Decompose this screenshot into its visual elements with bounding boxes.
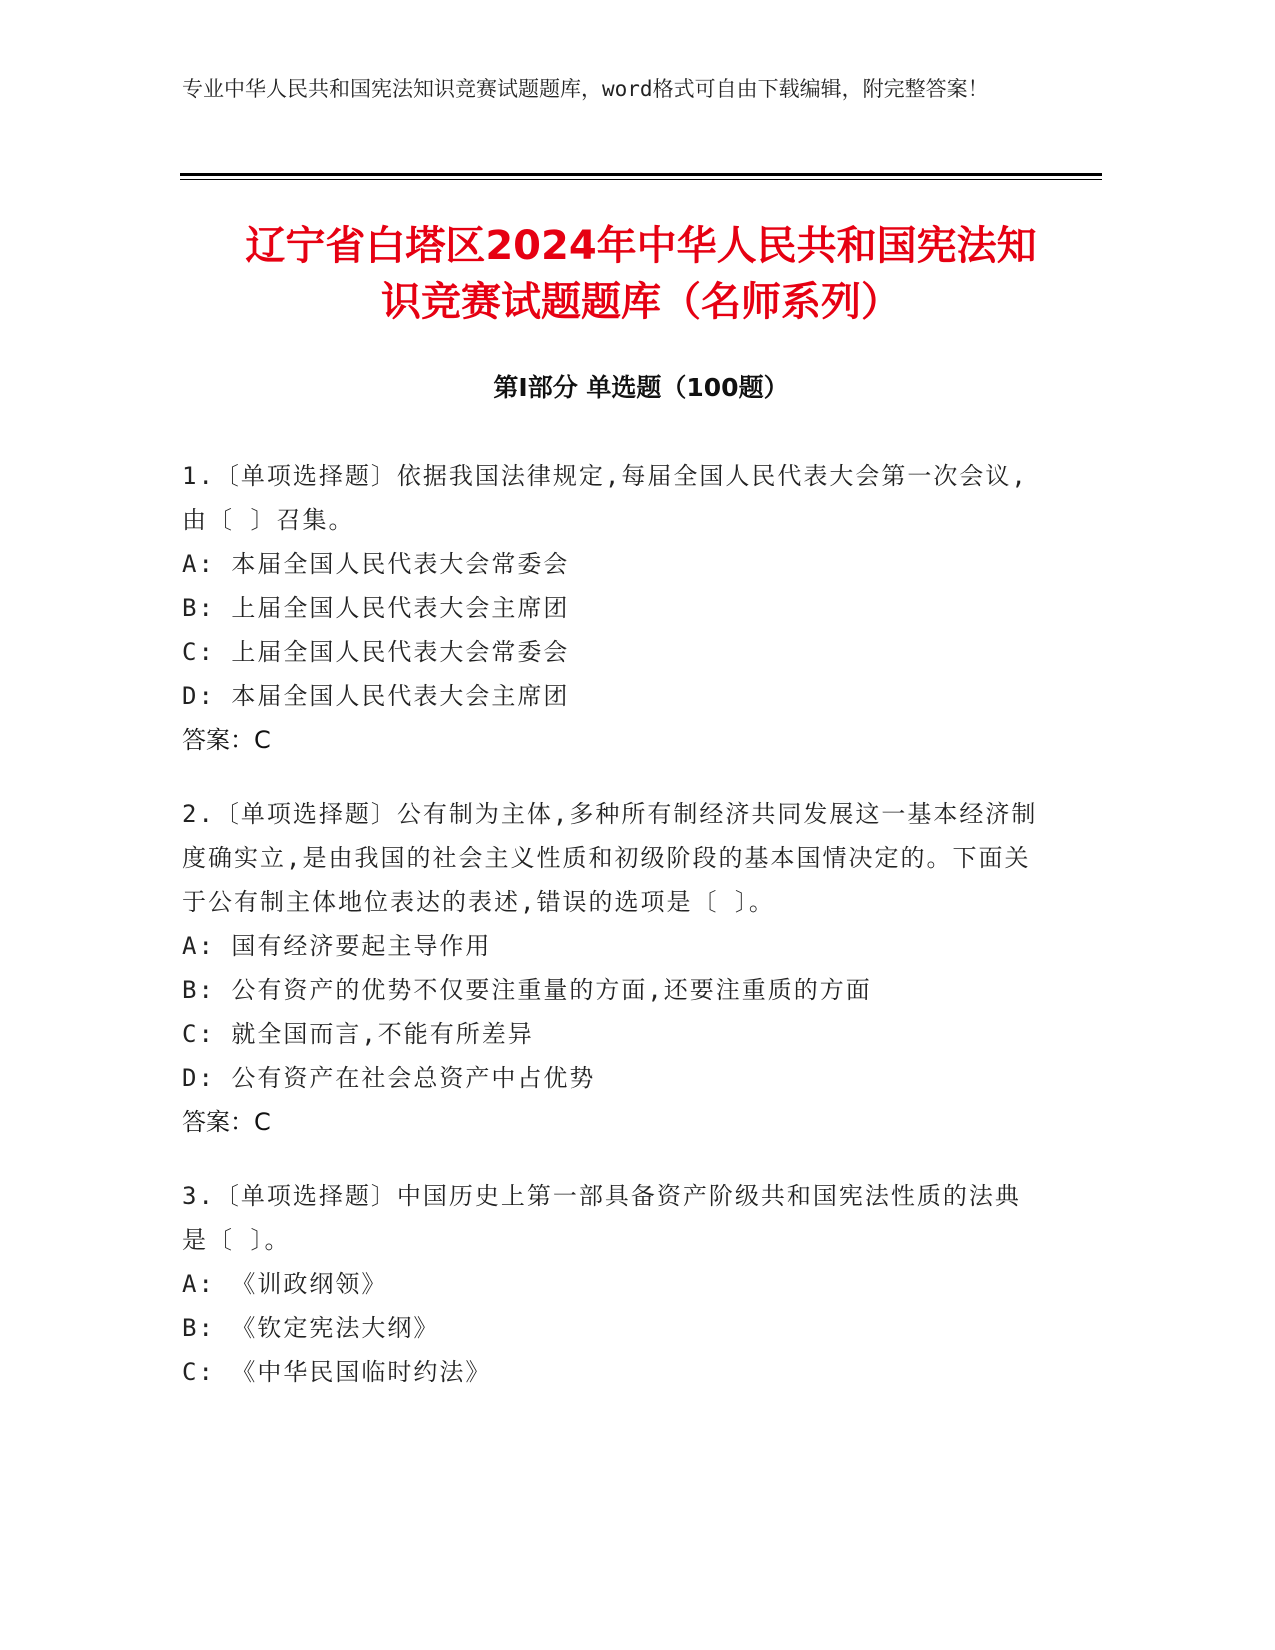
option-c: C: 《中华民国临时约法》 [182, 1358, 492, 1386]
section-title: 第Ⅰ部分 单选题（100题） [493, 373, 789, 402]
option-b: B: 公有资产的优势不仅要注重量的方面,还要注重质的方面 [182, 976, 872, 1004]
question-stem: 1.〔单项选择题〕依据我国法律规定,每届全国人民代表大会第一次会议,由〔 〕召集。 [182, 462, 1028, 534]
header-divider-thin [180, 179, 1102, 180]
document-title-line-1: 辽宁省白塔区2024年中华人民共和国宪法知 [245, 223, 1037, 269]
option-a: A: 国有经济要起主导作用 [182, 932, 492, 960]
document-title [180, 218, 1102, 330]
question-stem: 2.〔单项选择题〕公有制为主体,多种所有制经济共同发展这一基本经济制度确实立,是由我国的社会主义性质和初级阶段的基本国情决定的。下面关于公有制主体地位表达的表述,错误的选项是〔 〕。 [182, 800, 1038, 916]
header-divider-thick [180, 173, 1102, 176]
question-2 [182, 792, 1042, 1144]
question-3 [182, 1174, 1042, 1394]
option-b: B: 上届全国人民代表大会主席团 [182, 594, 570, 622]
option-d: D: 本届全国人民代表大会主席团 [182, 682, 570, 710]
question-list [182, 454, 1042, 1424]
option-b: B: 《钦定宪法大纲》 [182, 1314, 440, 1342]
option-a: A: 本届全国人民代表大会常委会 [182, 550, 570, 578]
answer: 答案：C [182, 726, 271, 754]
question-stem: 3.〔单项选择题〕中国历史上第一部具备资产阶级共和国宪法性质的法典是〔 〕。 [182, 1182, 1021, 1254]
question-1 [182, 454, 1042, 762]
option-a: A: 《训政纲领》 [182, 1270, 388, 1298]
document-title-line-2: 识竞赛试题题库（名师系列） [381, 279, 901, 325]
option-d: D: 公有资产在社会总资产中占优势 [182, 1064, 596, 1092]
option-c: C: 就全国而言,不能有所差异 [182, 1020, 534, 1048]
option-c: C: 上届全国人民代表大会常委会 [182, 638, 570, 666]
header-note: 专业中华人民共和国宪法知识竞赛试题题库，word格式可自由下载编辑，附完整答案！ [182, 77, 989, 101]
answer: 答案：C [182, 1108, 271, 1136]
